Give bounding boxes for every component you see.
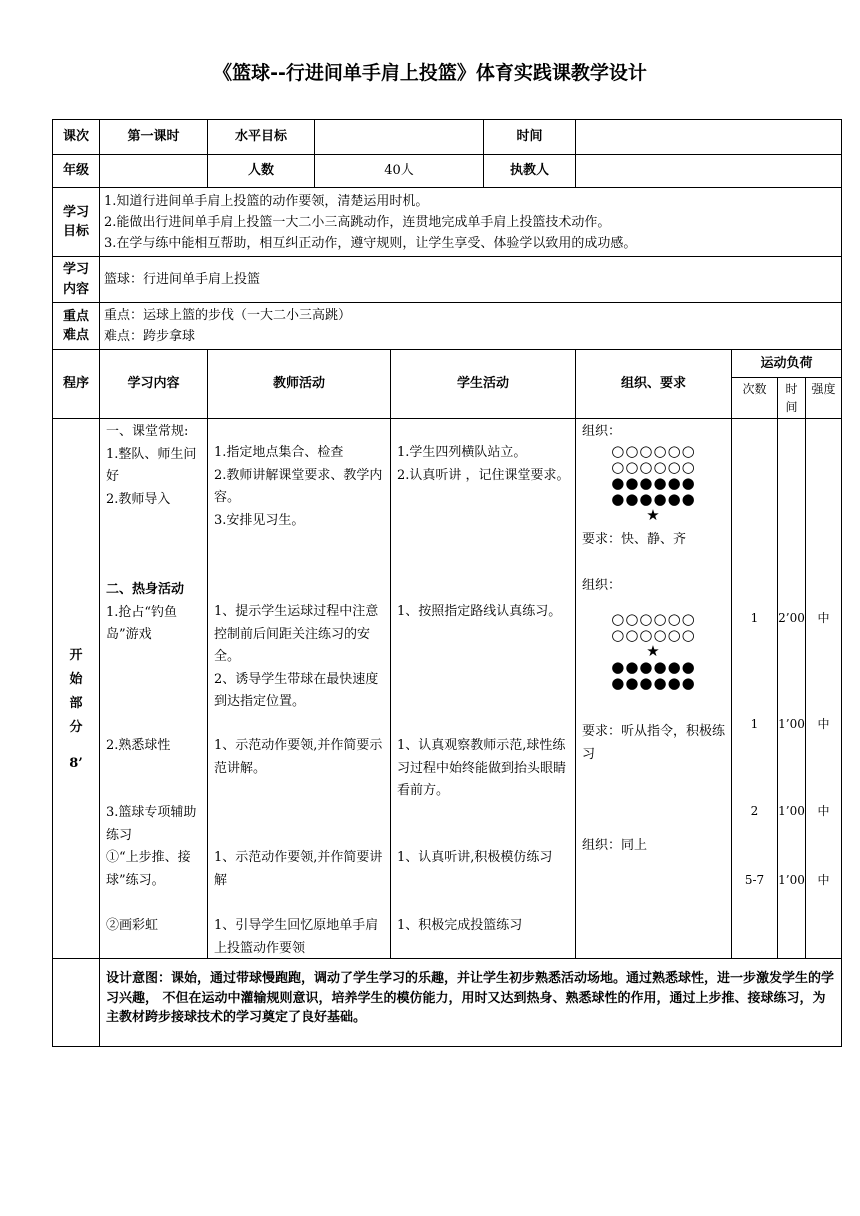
warmup-ball-feel: 2.熟悉球性 [106, 738, 171, 753]
teacher-activity: 1.指定地点集合、检查 2.教师讲解课堂要求、教学内容。 3.安排见习生。 [214, 445, 383, 528]
key-row [53, 303, 842, 350]
warmup-game: 1.抢占“钓鱼岛”游戏 [106, 604, 178, 642]
difficulty-point: 难点：跨步拿球 [104, 329, 196, 344]
student-activity: 1、积极完成投篮练习 [397, 918, 523, 933]
header-row-2 [53, 155, 842, 188]
duration-value: 1’00 [778, 804, 805, 818]
design-row [53, 959, 842, 1047]
col-procedure: 程序 [53, 350, 100, 419]
times-value: 1 [750, 611, 759, 625]
section-name: 开始部分 [69, 648, 83, 735]
col-teacher: 教师活动 [208, 350, 391, 419]
org-note: 组织：同上 [582, 838, 648, 853]
org-label: 组织： [582, 578, 622, 593]
header-row-1 [53, 120, 842, 155]
count-value: 40人 [315, 155, 484, 188]
routine-items: 1.整队、师生问好 2.教师导入 [106, 446, 197, 507]
duration-value: 1’00 [778, 873, 805, 887]
teacher-column [208, 419, 391, 959]
warmup-special: 3.篮球专项辅助练习 ①“上步推、接球”练习。 [106, 805, 197, 888]
times-value: 5-7 [744, 873, 765, 887]
section-minutes: 8’ [69, 756, 83, 771]
col-student: 学生活动 [391, 350, 576, 419]
times-value: 2 [750, 804, 759, 818]
intensity-column [806, 419, 842, 959]
col-org: 组织、要求 [576, 350, 732, 419]
student-activity: 1、认真观察教师示范,球性练习过程中始终能做到抬头眼睛看前方。 [397, 738, 567, 798]
lesson-value: 第一课时 [100, 120, 208, 155]
col-times: 次数 [732, 378, 778, 419]
open-circle-row: ○○○○○○ [611, 626, 696, 644]
teacher-activity: 1、提示学生运球过程中注意控制前后间距关注练习的安全。 2、诱导学生带球在最快速度到达指定位置。 [214, 604, 379, 709]
section-cell [53, 419, 100, 959]
teacher-activity: 1、示范动作要领,并作简要讲解 [214, 850, 383, 888]
count-label: 人数 [208, 155, 315, 188]
intensity-value: 中 [817, 611, 830, 625]
key-label: 重点难点 [53, 303, 100, 350]
design-note: 设计意图：课始，通过带球慢跑跑，调动了学生学习的乐趣，并让学生初步熟悉活动场地。通过熟悉球性，进一步激发学生的学习兴趣， 不但在运动中灌输规则意识，培养学生的模仿能力，用时又达到热身、熟悉球性的作用，通过上步推、接球练习，为主教材跨步接球技术的学习奠定了良好基础。 [100, 959, 842, 1047]
goals-label: 学习目标 [53, 188, 100, 257]
focus-point: 重点：运球上篮的步伐（一大二小三高跳） [104, 308, 352, 323]
content-row [53, 257, 842, 303]
duration-value: 1’00 [778, 717, 805, 731]
duration-value: 2’00 [778, 611, 805, 625]
grade-label: 年级 [53, 155, 100, 188]
col-load: 运动负荷 [732, 350, 842, 378]
col-learning: 学习内容 [100, 350, 208, 419]
time-label: 时间 [484, 120, 576, 155]
content-label: 学习内容 [53, 257, 100, 303]
teacher-star-icon: ★ [646, 506, 661, 524]
solid-circle-row: ●●●●●● [611, 674, 696, 692]
col-intensity: 强度 [806, 378, 842, 419]
goals-cell [100, 188, 842, 257]
intensity-value: 中 [817, 804, 830, 818]
open-circle-row: ○○○○○○ [611, 442, 696, 460]
student-activity: 1.学生四列横队站立。 2.认真听讲 ，记住课堂要求。 [397, 445, 570, 483]
org-requirement: 要求：听从指令，积极练习 [582, 724, 726, 762]
open-circle-row: ○○○○○○ [611, 610, 696, 628]
student-activity: 1、认真听讲,积极模仿练习 [397, 850, 553, 865]
time-value [576, 120, 842, 155]
org-requirement: 要求：快、静、齐 [582, 532, 687, 547]
intensity-value: 中 [817, 717, 830, 731]
formation-diagram [576, 443, 731, 523]
grade-value [100, 155, 208, 188]
column-header-row [53, 350, 842, 378]
teacher-value [576, 155, 842, 188]
col-duration: 时间 [778, 378, 806, 419]
times-column [732, 419, 778, 959]
lesson-label: 课次 [53, 120, 100, 155]
section-cell-continued [53, 959, 100, 1047]
solid-circle-row: ●●●●●● [611, 658, 696, 676]
section-row [53, 419, 842, 959]
key-cell [100, 303, 842, 350]
level-label: 水平目标 [208, 120, 315, 155]
org-label: 组织： [582, 424, 622, 439]
teacher-activity: 1、引导学生回忆原地单手肩上投篮动作要领 [214, 918, 379, 956]
solid-circle-row: ●●●●●● [611, 474, 696, 492]
lesson-plan-table [52, 119, 842, 1047]
student-column [391, 419, 576, 959]
open-circle-row: ○○○○○○ [611, 458, 696, 476]
page-title: 《篮球--行进间单手肩上投篮》体育实践课教学设计 [213, 62, 647, 84]
teacher-label: 执教人 [484, 155, 576, 188]
student-activity: 1、按照指定路线认真练习。 [397, 604, 562, 619]
times-value: 1 [750, 717, 759, 731]
warmup-rainbow: ②画彩虹 [106, 918, 159, 933]
goals-row [53, 188, 842, 257]
warmup-title: 二、热身活动 [106, 582, 185, 597]
learning-column [100, 419, 208, 959]
duration-column [778, 419, 806, 959]
teacher-star-icon: ★ [646, 642, 661, 660]
goal-item: 3.在学与练中能相互帮助，相互纠正动作，遵守规则，让学生享受、体验学以致用的成功感。 [104, 235, 637, 251]
goal-item: 2.能做出行进间单手肩上投篮一大二小三高跳动作，连贯地完成单手肩上投篮技术动作。 [104, 214, 611, 230]
teacher-activity: 1、示范动作要领,并作简要示范讲解。 [214, 738, 383, 776]
routine-title: 一、课堂常规: [106, 424, 189, 439]
org-column [576, 419, 732, 959]
content-value: 篮球：行进间单手肩上投篮 [100, 257, 842, 303]
level-value [315, 120, 484, 155]
goal-item: 1.知道行进间单手肩上投篮的动作要领，清楚运用时机。 [104, 193, 429, 209]
formation-diagram [576, 611, 731, 691]
solid-circle-row: ●●●●●● [611, 490, 696, 508]
intensity-value: 中 [817, 873, 830, 887]
